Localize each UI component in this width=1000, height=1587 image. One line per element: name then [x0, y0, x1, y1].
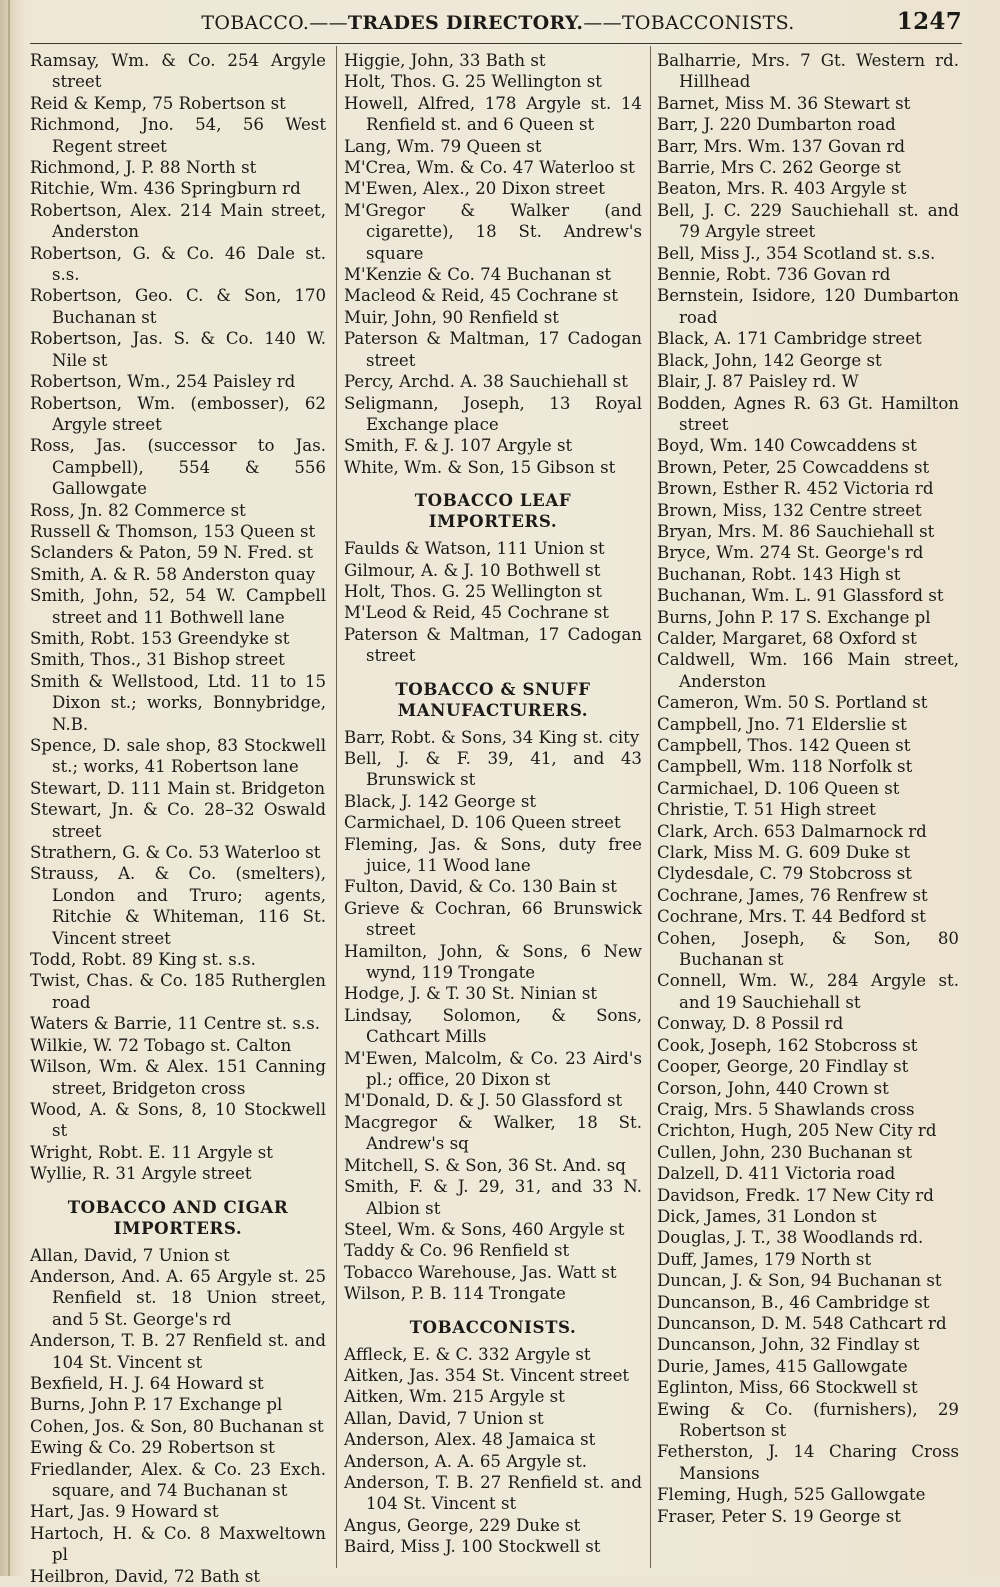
- directory-entry: Ramsay, Wm. & Co. 254 Argyle street: [30, 51, 326, 92]
- directory-entry: Connell, Wm. W., 284 Argyle st. and 19 Sauchiehall st: [657, 971, 959, 1012]
- directory-entry: Buchanan, Robt. 143 High st: [657, 564, 901, 584]
- directory-entry: Todd, Robt. 89 King st. s.s.: [30, 950, 256, 970]
- directory-entry: Duncanson, John, 32 Findlay st: [657, 1335, 920, 1355]
- directory-entry: Smith, Robt. 153 Greendyke st: [30, 628, 290, 648]
- directory-entry: Bell, J. C. 229 Sauchiehall st. and 79 Argyle street: [657, 200, 959, 242]
- directory-entry: Cochrane, James, 76 Renfrew st: [657, 885, 928, 905]
- directory-entry: Higgie, John, 33 Bath st: [344, 51, 546, 70]
- directory-entry: Douglas, J. T., 38 Woodlands rd.: [657, 1228, 924, 1248]
- directory-entry: Burns, John P. 17 Exchange pl: [30, 1395, 283, 1415]
- directory-entry: Cooper, George, 20 Findlay st: [657, 1057, 909, 1077]
- directory-entry: Corson, John, 440 Crown st: [657, 1078, 889, 1098]
- directory-entry: Reid & Kemp, 75 Robertson st: [30, 93, 286, 113]
- directory-entry: Steel, Wm. & Sons, 460 Argyle st: [344, 1219, 625, 1239]
- directory-entry: Holt, Thos. G. 25 Wellington st: [344, 72, 602, 92]
- directory-entry: Fulton, David, & Co. 130 Bain st: [344, 877, 617, 897]
- header-center: TRADES DIRECTORY.: [347, 12, 584, 34]
- directory-entry: Twist, Chas. & Co. 185 Rutherglen road: [30, 971, 326, 1012]
- directory-entry: Beaton, Mrs. R. 403 Argyle st: [657, 179, 907, 199]
- directory-entry: Ross, Jas. (successor to Jas. Campbell), 554 & 556 Gallowgate: [30, 436, 326, 499]
- directory-entry: Buchanan, Wm. L. 91 Glassford st: [657, 586, 944, 606]
- directory-entry: Campbell, Thos. 142 Queen st: [657, 736, 911, 755]
- directory-entry: M'Leod & Reid, 45 Cochrane st: [344, 603, 609, 623]
- directory-entry: Campbell, Wm. 118 Norfolk st: [657, 757, 913, 777]
- directory-entry: Lang, Wm. 79 Queen st: [344, 136, 542, 156]
- directory-entry: Paterson & Maltman, 17 Cadogan street: [344, 624, 642, 666]
- directory-entry: Macgregor & Walker, 18 St. Andrew's sq: [344, 1112, 642, 1154]
- directory-entry: Wilkie, W. 72 Tobago st. Calton: [30, 1035, 292, 1055]
- directory-entry: Macleod & Reid, 45 Cochrane st: [344, 286, 618, 306]
- directory-entry: Howell, Alfred, 178 Argyle st. 14 Renfield st. and 6 Queen st: [344, 93, 642, 135]
- directory-entry: Fleming, Hugh, 525 Gallowgate: [657, 1485, 926, 1505]
- directory-entry: Richmond, J. P. 88 North st: [30, 158, 257, 178]
- directory-entry: Fetherston, J. 14 Charing Cross Mansions: [657, 1442, 959, 1483]
- directory-entry: Anderson, And. A. 65 Argyle st. 25 Renfield st. 18 Union street, and 5 St. George's rd: [30, 1266, 326, 1329]
- directory-entry: Robertson, Wm. (embosser), 62 Argyle street: [30, 393, 326, 434]
- directory-entry: Black, A. 171 Cambridge street: [657, 329, 922, 349]
- directory-entry: Smith, A. & R. 58 Anderston quay: [30, 564, 316, 584]
- directory-entry: Cohen, Jos. & Son, 80 Buchanan st: [30, 1416, 324, 1436]
- directory-entry: Muir, John, 90 Renfield st: [344, 307, 559, 327]
- directory-entry: Smith & Wellstood, Ltd. 11 to 15 Dixon st.; works, Bonnybridge, N.B.: [30, 671, 326, 734]
- directory-entry: Taddy & Co. 96 Renfield st: [344, 1241, 570, 1261]
- directory-entry: Ewing & Co. 29 Robertson st: [30, 1438, 275, 1458]
- directory-entry: Bryce, Wm. 274 St. George's rd: [657, 543, 924, 563]
- directory-entry: Wilson, Wm. & Alex. 151 Canning street, Bridgeton cross: [30, 1057, 326, 1098]
- directory-entry: M'Ewen, Alex., 20 Dixon street: [344, 179, 605, 199]
- directory-entry: Hart, Jas. 9 Howard st: [30, 1502, 219, 1522]
- entry-list: [344, 1344, 642, 1558]
- directory-entry: Cohen, Joseph, & Son, 80 Buchanan st: [657, 928, 959, 970]
- directory-entry: Tobacco Warehouse, Jas. Watt st: [344, 1262, 617, 1282]
- directory-entry: Spence, D. sale shop, 83 Stockwell st.; works, 41 Robertson lane: [30, 736, 326, 777]
- entry-list: [657, 50, 959, 1527]
- directory-entry: Smith, F. & J. 29, 31, and 33 N. Albion st: [344, 1177, 642, 1218]
- directory-entry: Barr, Robt. & Sons, 34 King st. city: [344, 727, 640, 747]
- directory-entry: Bexfield, H. J. 64 Howard st: [30, 1373, 264, 1393]
- directory-entry: Craig, Mrs. 5 Shawlands cross: [657, 1099, 915, 1119]
- directory-entry: Hartoch, H. & Co. 8 Maxweltown pl: [30, 1523, 326, 1565]
- directory-entry: Anderson, T. B. 27 Renfield st. and 104 St. Vincent st: [30, 1331, 326, 1372]
- directory-entry: Ewing & Co. (furnishers), 29 Robertson st: [657, 1399, 959, 1440]
- directory-entry: Eglinton, Miss, 66 Stockwell st: [657, 1378, 918, 1398]
- directory-entry: Stewart, D. 111 Main st. Bridgeton: [30, 778, 326, 798]
- directory-entry: M'Donald, D. & J. 50 Glassford st: [344, 1091, 623, 1111]
- directory-entry: Black, John, 142 George st: [657, 350, 882, 370]
- directory-entry: Bodden, Agnes R. 63 Gt. Hamilton street: [657, 393, 959, 434]
- directory-entry: Faulds & Watson, 111 Union st: [344, 539, 605, 559]
- directory-entry: Brown, Esther R. 452 Victoria rd: [657, 479, 934, 499]
- page-number: 1247: [896, 8, 962, 35]
- column-divider: [650, 46, 651, 1568]
- directory-entry: Duncanson, B., 46 Cambridge st: [657, 1292, 930, 1312]
- directory-entry: Wyllie, R. 31 Argyle street: [30, 1164, 252, 1184]
- directory-entry: Bell, J. & F. 39, 41, and 43 Brunswick st: [344, 748, 642, 790]
- directory-entry: Robertson, Jas. S. & Co. 140 W. Nile st: [30, 329, 326, 370]
- directory-entry: M'Ewen, Malcolm, & Co. 23 Aird's pl.; office, 20 Dixon st: [344, 1048, 642, 1090]
- directory-entry: Barrie, Mrs C. 262 George st: [657, 158, 901, 178]
- section-heading-cigar-importers: TOBACCO AND CIGAR IMPORTERS.: [67, 1196, 289, 1238]
- directory-entry: Duff, James, 179 North st: [657, 1249, 872, 1269]
- directory-entry: Allan, David, 7 Union st: [30, 1245, 230, 1265]
- directory-entry: Barr, Mrs. Wm. 137 Govan rd: [657, 136, 905, 156]
- directory-entry: Stewart, Jn. & Co. 28–32 Oswald street: [30, 800, 326, 841]
- directory-entry: M'Kenzie & Co. 74 Buchanan st: [344, 265, 612, 285]
- directory-entry: Christie, T. 51 High street: [657, 800, 876, 820]
- section-heading-leaf-importers: TOBACCO LEAF IMPORTERS.: [414, 490, 572, 532]
- directory-entry: Fraser, Peter S. 19 George st: [657, 1506, 901, 1526]
- directory-entry: M'Crea, Wm. & Co. 47 Waterloo st: [344, 158, 635, 178]
- header-left: TOBACCO.: [201, 12, 310, 34]
- column-1: [30, 50, 326, 1586]
- directory-entry: Barr, J. 220 Dumbarton road: [657, 115, 896, 135]
- directory-entry: Cook, Joseph, 162 Stobcross st: [657, 1035, 918, 1055]
- directory-entry: Strauss, A. & Co. (smelters), London and Truro; agents, Ritchie & Whiteman, 116 St. Vincent street: [30, 864, 326, 948]
- directory-entry: Davidson, Fredk. 17 New City rd: [657, 1185, 934, 1205]
- directory-entry: Hodge, J. & T. 30 St. Ninian st: [344, 984, 598, 1004]
- directory-entry: Seligmann, Joseph, 13 Royal Exchange place: [344, 393, 642, 434]
- directory-entry: Anderson, Alex. 48 Jamaica st: [344, 1430, 596, 1450]
- directory-entry: Affleck, E. & C. 332 Argyle st: [344, 1344, 591, 1364]
- directory-entry: Smith, Thos., 31 Bishop street: [30, 650, 285, 670]
- running-header: [26, 6, 970, 40]
- directory-entry: Allan, David, 7 Union st: [344, 1408, 544, 1428]
- directory-entry: Sclanders & Paton, 59 N. Fred. st: [30, 543, 313, 563]
- directory-entry: Dalzell, D. 411 Victoria road: [657, 1164, 896, 1184]
- directory-entry: Cameron, Wm. 50 S. Portland st: [657, 693, 928, 713]
- directory-entry: Strathern, G. & Co. 53 Waterloo st: [30, 843, 321, 863]
- directory-entry: Holt, Thos. G. 25 Wellington st: [344, 581, 602, 601]
- directory-entry: Waters & Barrie, 11 Centre st. s.s.: [30, 1014, 320, 1034]
- column-3: [657, 50, 959, 1570]
- directory-entry: Clark, Arch. 653 Dalmarnock rd: [657, 821, 927, 841]
- directory-entry: Blair, J. 87 Paisley rd. W: [657, 372, 859, 392]
- directory-entry: Burns, John P. 17 S. Exchange pl: [657, 607, 931, 627]
- directory-entry: Lindsay, Solomon, & Sons, Cathcart Mills: [344, 1005, 642, 1047]
- directory-entry: Hamilton, John, & Sons, 6 New wynd, 119 Trongate: [344, 941, 642, 983]
- directory-entry: Anderson, T. B. 27 Renfield st. and 104 St. Vincent st: [344, 1472, 642, 1514]
- directory-entry: Brown, Miss, 132 Centre street: [657, 500, 922, 520]
- directory-entry: Aitken, Wm. 215 Argyle st: [344, 1387, 565, 1407]
- directory-entry: Boyd, Wm. 140 Cowcaddens st: [657, 436, 917, 456]
- directory-entry: Carmichael, D. 106 Queen street: [344, 813, 621, 833]
- directory-entry: Clark, Miss M. G. 609 Duke st: [657, 843, 911, 863]
- header-right: TOBACCONISTS.: [621, 12, 795, 34]
- column-2: [344, 50, 642, 1570]
- directory-entry: Mitchell, S. & Son, 36 St. And. sq: [344, 1155, 626, 1175]
- entry-list: [30, 50, 326, 1185]
- directory-entry: White, Wm. & Son, 15 Gibson st: [344, 457, 616, 477]
- directory-entry: Paterson & Maltman, 17 Cadogan street: [344, 329, 642, 370]
- header-separator: ——: [309, 12, 348, 34]
- directory-entry: Friedlander, Alex. & Co. 23 Exch. square, and 74 Buchanan st: [30, 1459, 326, 1500]
- entry-list: [30, 1245, 326, 1587]
- directory-entry: Dick, James, 31 London st: [657, 1206, 877, 1226]
- directory-entry: Anderson, A. A. 65 Argyle st.: [344, 1451, 588, 1471]
- directory-entry: Smith, F. & J. 107 Argyle st: [344, 436, 573, 456]
- directory-entry: Balharrie, Mrs. 7 Gt. Western rd. Hillhead: [657, 51, 959, 92]
- directory-entry: Durie, James, 415 Gallowgate: [657, 1356, 908, 1376]
- directory-entry: Heilbron, David, 72 Bath st: [30, 1566, 261, 1586]
- header-separator: ——: [583, 12, 622, 34]
- directory-entry: Wood, A. & Sons, 8, 10 Stockwell st: [30, 1099, 326, 1141]
- directory-entry: Grieve & Cochran, 66 Brunswick street: [344, 898, 642, 940]
- directory-entry: Caldwell, Wm. 166 Main street, Anderston: [657, 650, 959, 691]
- directory-entry: Duncanson, D. M. 548 Cathcart rd: [657, 1313, 947, 1333]
- directory-entry: Angus, George, 229 Duke st: [344, 1515, 581, 1535]
- directory-entry: Campbell, Jno. 71 Elderslie st: [657, 714, 907, 734]
- entry-list: [344, 50, 642, 478]
- column-divider: [336, 46, 337, 1568]
- directory-entry: Robertson, G. & Co. 46 Dale st. s.s.: [30, 243, 326, 285]
- directory-entry: Bernstein, Isidore, 120 Dumbarton road: [657, 286, 959, 327]
- binding-gutter: [8, 0, 10, 1576]
- directory-entry: Bryan, Mrs. M. 86 Sauchiehall st: [657, 521, 935, 541]
- directory-entry: Richmond, Jno. 54, 56 West Regent street: [30, 115, 326, 156]
- directory-entry: Clydesdale, C. 79 Stobcross st: [657, 864, 912, 884]
- directory-entry: Robertson, Alex. 214 Main street, Anderston: [30, 200, 326, 242]
- directory-entry: Conway, D. 8 Possil rd: [657, 1014, 844, 1034]
- directory-entry: Black, J. 142 George st: [344, 791, 537, 811]
- entry-list: [344, 538, 642, 666]
- directory-entry: Cochrane, Mrs. T. 44 Bedford st: [657, 907, 926, 927]
- directory-entry: Fleming, Jas. & Sons, duty free juice, 11 Wood lane: [344, 834, 642, 875]
- section-heading-tobacconists: TOBACCONISTS.: [409, 1316, 577, 1337]
- directory-entry: Aitken, Jas. 354 St. Vincent street: [344, 1365, 630, 1385]
- directory-entry: Bennie, Robt. 736 Govan rd: [657, 265, 891, 285]
- directory-entry: Wilson, P. B. 114 Trongate: [344, 1284, 566, 1304]
- directory-entry: Brown, Peter, 25 Cowcaddens st: [657, 457, 930, 477]
- directory-entry: Gilmour, A. & J. 10 Bothwell st: [344, 560, 601, 580]
- directory-entry: M'Gregor & Walker (and cigarette), 18 St. Andrew's square: [344, 200, 642, 263]
- directory-entry: Crichton, Hugh, 205 New City rd: [657, 1121, 937, 1141]
- directory-entry: Bell, Miss J., 354 Scotland st. s.s.: [657, 243, 936, 263]
- directory-entry: Baird, Miss J. 100 Stockwell st: [344, 1537, 601, 1557]
- directory-entry: Ritchie, Wm. 436 Springburn rd: [30, 179, 301, 199]
- section-heading-snuff-manufacturers: TOBACCO & SNUFF MANUFACTURERS.: [395, 678, 591, 720]
- directory-entry: Russell & Thomson, 153 Queen st: [30, 521, 316, 541]
- directory-entry: Barnet, Miss M. 36 Stewart st: [657, 93, 911, 113]
- directory-entry: Percy, Archd. A. 38 Sauchiehall st: [344, 372, 628, 392]
- directory-entry: Cullen, John, 230 Buchanan st: [657, 1142, 913, 1162]
- directory-entry: Robertson, Geo. C. & Son, 170 Buchanan st: [30, 286, 326, 327]
- directory-entry: Ross, Jn. 82 Commerce st: [30, 500, 246, 520]
- directory-entry: Calder, Margaret, 68 Oxford st: [657, 628, 917, 648]
- directory-entry: Carmichael, D. 106 Queen st: [657, 778, 900, 798]
- directory-entry: Wright, Robt. E. 11 Argyle st: [30, 1142, 273, 1162]
- directory-entry: Robertson, Wm., 254 Paisley rd: [30, 372, 296, 392]
- directory-entry: Smith, John, 52, 54 W. Campbell street and 11 Bothwell lane: [30, 586, 326, 627]
- directory-entry: Duncan, J. & Son, 94 Buchanan st: [657, 1271, 942, 1291]
- header-rule: [30, 43, 962, 44]
- entry-list: [344, 727, 642, 1305]
